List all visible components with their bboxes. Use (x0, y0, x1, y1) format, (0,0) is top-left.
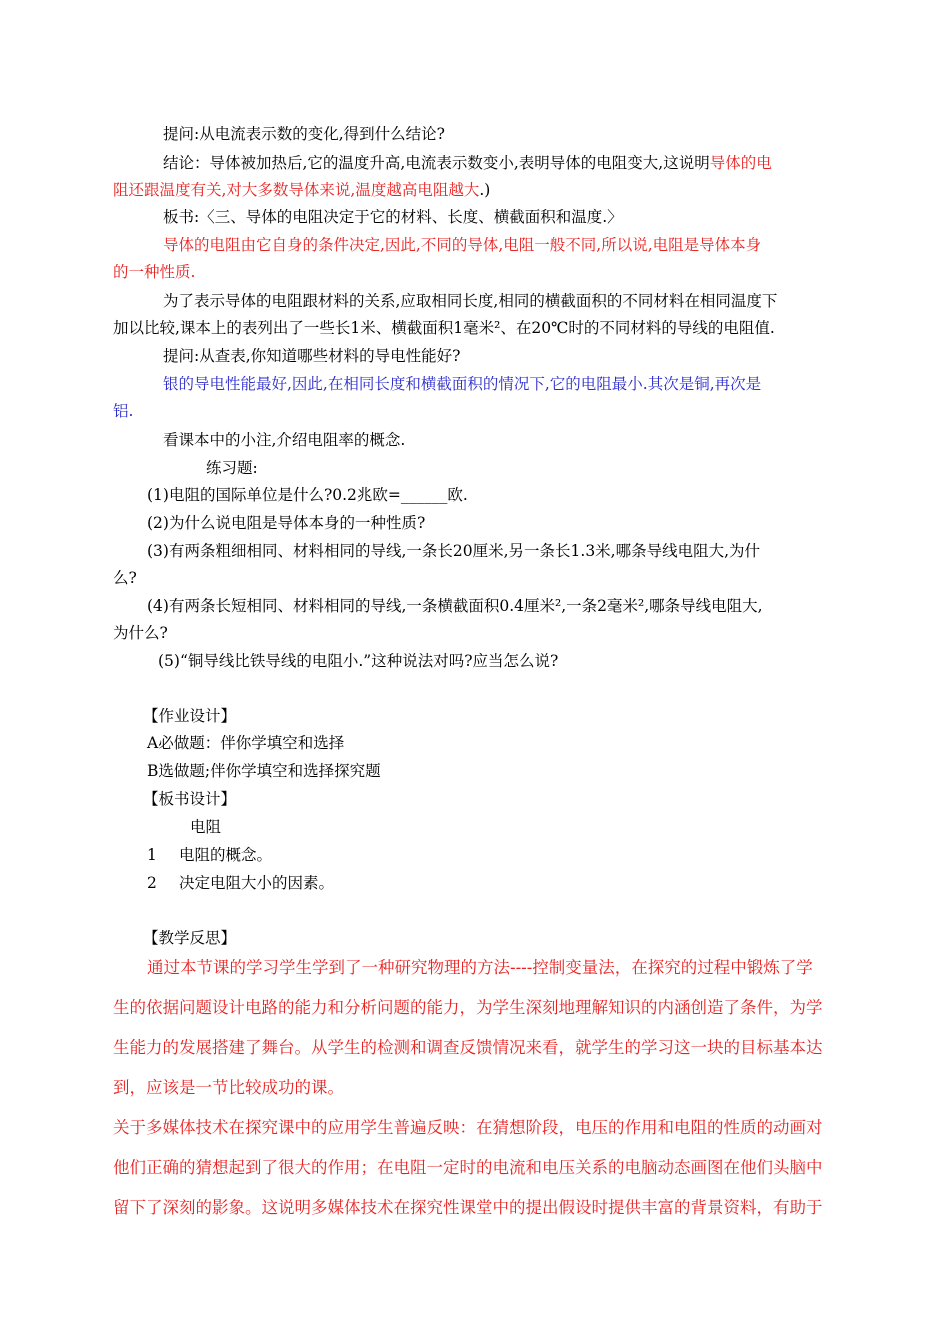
homework-a: A必做题：伴你学填空和选择 (147, 734, 345, 752)
exercise-4: (4)有两条长短相同、材料相同的导线,一条横截面积0.4厘米²,一条2毫米²,哪条导线电阻大, (147, 597, 763, 615)
reflection-line-6: 他们正确的猜想起到了很大的作用；在电阻一定时的电流和电压关系的电脑动态画图在他们头脑中 (113, 1158, 823, 1177)
reflection-heading: 【教学反思】 (143, 929, 237, 947)
reflection-line-5: 关于多媒体技术在探究课中的应用学生普遍反映：在猜想阶段，电压的作用和电阻的性质的动画对 (113, 1118, 823, 1137)
reflection-line-3: 生能力的发展搭建了舞台。从学生的检测和调查反馈情况来看，就学生的学习这一块的目标基本达 (113, 1038, 823, 1057)
question-line-2: 提问:从查表,你知道哪些材料的导电性能好? (163, 347, 461, 365)
board-item-1: 电阻的概念。 (179, 846, 273, 864)
conclusion-text: 结论：导体被加热后,它的温度升高,电流表示数变小,表明导体的电阻变大,这说明 (163, 154, 710, 172)
conclusion-line (163, 153, 772, 173)
homework-b: B选做题;伴你学填空和选择探究题 (147, 762, 381, 780)
exercise-4-end: 为什么? (113, 624, 168, 642)
exercise-heading: 练习题: (206, 459, 258, 477)
reflection-line-1: 通过本节课的学习学生学到了一种研究物理的方法----控制变量法，在探究的过程中锻炼了学 (147, 958, 813, 977)
material-paragraph-2: 加以比较,课本上的表列出了一些长1米、横截面积1毫米²、在20℃时的不同材料的导线的电阻值. (113, 319, 775, 337)
conductivity-answer-end: 铝. (113, 402, 134, 420)
reflection-line-2: 生的依据问题设计电路的能力和分析问题的能力，为学生深刻地理解知识的内涵创造了条件，为学 (113, 998, 823, 1017)
property-statement: 导体的电阻由它自身的条件决定,因此,不同的导体,电阻一般不同,所以说,电阻是导体本身 (163, 236, 762, 254)
conductivity-answer: 银的导电性能最好,因此,在相同长度和横截面积的情况下,它的电阻最小.其次是铜,再次是 (163, 375, 762, 393)
exercise-3: (3)有两条粗细相同、材料相同的导线,一条长20厘米,另一条长1.3米,哪条导线电阻大,为什 (147, 542, 761, 560)
material-paragraph: 为了表示导体的电阻跟材料的关系,应取相同长度,相同的横截面积的不同材料在相同温度下 (163, 292, 778, 310)
reflection-line-7: 留下了深刻的影象。这说明多媒体技术在探究性课堂中的提出假设时提供丰富的背景资料，有助于 (113, 1198, 823, 1217)
question-line-1: 提问:从电流表示数的变化,得到什么结论? (163, 125, 445, 143)
resistivity-note: 看课本中的小注,介绍电阻率的概念. (163, 431, 406, 449)
homework-heading: 【作业设计】 (143, 707, 237, 725)
exercise-2: (2)为什么说电阻是导体本身的一种性质? (147, 514, 426, 532)
board-title: 电阻 (190, 818, 222, 836)
board-item-2: 决定电阻大小的因素。 (179, 874, 335, 892)
board-item-1-number: 1 (147, 846, 157, 864)
conclusion-highlight: 导体的电 (709, 154, 772, 172)
conclusion-highlight-2: 阻还跟温度有关,对大多数导体来说,温度越高电阻越大 (113, 181, 480, 199)
property-statement-end: 的一种性质. (113, 263, 196, 281)
board-note: 板书:〈三、导体的电阻决定于它的材料、长度、横截面积和温度.〉 (163, 208, 623, 226)
board-design-heading: 【板书设计】 (143, 790, 237, 808)
board-item-2-number: 2 (147, 874, 157, 892)
reflection-line-4: 到，应该是一节比较成功的课。 (113, 1078, 344, 1097)
exercise-5: (5)“铜导线比铁导线的电阻小.”这种说法对吗?应当怎么说? (158, 652, 559, 670)
exercise-3-end: 么? (113, 569, 137, 587)
conclusion-end: .) (479, 181, 491, 199)
conclusion-continuation (113, 180, 490, 200)
exercise-1: (1)电阻的国际单位是什么?0.2兆欧=______欧. (147, 486, 468, 504)
